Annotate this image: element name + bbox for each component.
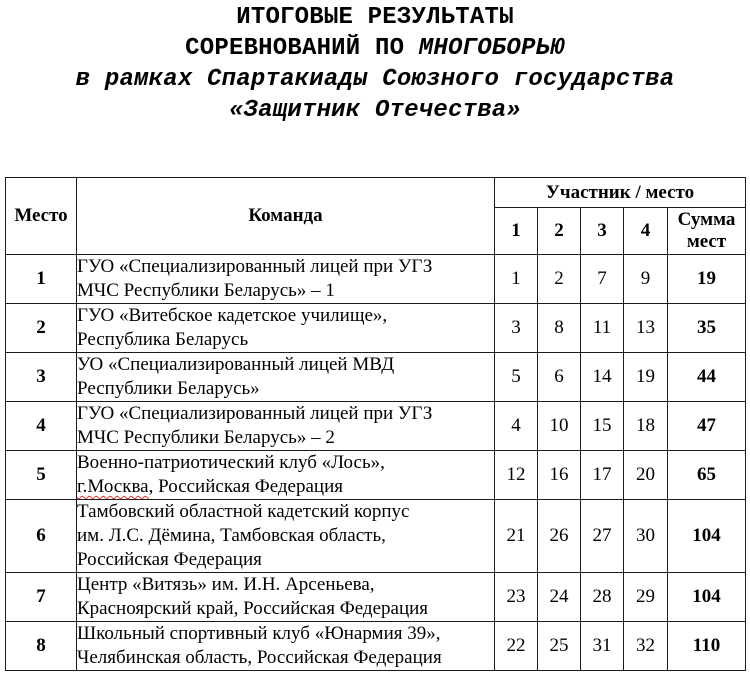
- team-cell: [77, 500, 495, 573]
- place-cell: 8: [6, 622, 77, 671]
- participant-3-cell: 15: [581, 402, 624, 451]
- participant-3-cell: 31: [581, 622, 624, 671]
- results-table: [5, 177, 746, 671]
- participant-1-cell: 5: [495, 353, 538, 402]
- team-line: Центр «Витязь» им. И.Н. Арсеньева,: [77, 574, 375, 595]
- participant-2-cell: 24: [538, 573, 581, 622]
- team-line: МЧС Республики Беларусь» – 1: [77, 280, 335, 301]
- team-cell: [77, 255, 495, 304]
- sum-cell: 35: [668, 304, 746, 353]
- header-participant-4: 4: [624, 208, 668, 255]
- participant-2-cell: 25: [538, 622, 581, 671]
- team-line: Красноярский край, Российская Федерация: [77, 598, 429, 619]
- participant-2-cell: 26: [538, 500, 581, 573]
- title-line-2-italic: МНОГОБОРЬЮ: [418, 35, 565, 62]
- team-cell: [77, 622, 495, 671]
- sum-cell: 104: [668, 573, 746, 622]
- team-line: Республики Беларусь»: [77, 378, 260, 399]
- table-row: [6, 353, 746, 402]
- header-sum-line1: Сумма: [677, 209, 736, 230]
- team-cell: [77, 451, 495, 500]
- header-sum-line2: мест: [686, 231, 727, 252]
- participant-1-cell: 23: [495, 573, 538, 622]
- participant-2-cell: 16: [538, 451, 581, 500]
- team-line: Тамбовский областной кадетский корпус: [77, 501, 410, 522]
- team-line: МЧС Республики Беларусь» – 2: [77, 427, 335, 448]
- place-cell: 3: [6, 353, 77, 402]
- participant-3-cell: 14: [581, 353, 624, 402]
- place-cell: 4: [6, 402, 77, 451]
- participant-2-cell: 6: [538, 353, 581, 402]
- place-cell: 7: [6, 573, 77, 622]
- participant-2-cell: 8: [538, 304, 581, 353]
- participant-4-cell: 13: [624, 304, 668, 353]
- team-line: , Российская Федерация: [148, 476, 343, 497]
- place-cell: 6: [6, 500, 77, 573]
- title-line-1: ИТОГОВЫЕ РЕЗУЛЬТАТЫ: [236, 4, 514, 31]
- participant-3-cell: 27: [581, 500, 624, 573]
- header-participant-2: 2: [538, 208, 581, 255]
- participant-4-cell: 18: [624, 402, 668, 451]
- team-line: Челябинская область, Российская Федерация: [77, 647, 442, 668]
- team-cell: [77, 402, 495, 451]
- title-line-4: «Защитник Отечества»: [228, 97, 522, 124]
- participant-4-cell: 20: [624, 451, 668, 500]
- team-line: Республика Беларусь: [77, 329, 249, 350]
- table-row: [6, 402, 746, 451]
- participant-1-cell: 21: [495, 500, 538, 573]
- place-cell: 1: [6, 255, 77, 304]
- table-row: [6, 304, 746, 353]
- header-participant-3: 3: [581, 208, 624, 255]
- sum-cell: 44: [668, 353, 746, 402]
- team-line: ГУО «Специализированный лицей при УГЗ: [77, 256, 433, 277]
- team-cell: [77, 304, 495, 353]
- header-sum: [668, 208, 746, 255]
- team-line: УО «Специализированный лицей МВД: [77, 354, 395, 375]
- participant-3-cell: 7: [581, 255, 624, 304]
- participant-1-cell: 4: [495, 402, 538, 451]
- participant-3-cell: 17: [581, 451, 624, 500]
- sum-cell: 19: [668, 255, 746, 304]
- team-cell: [77, 353, 495, 402]
- participant-2-cell: 10: [538, 402, 581, 451]
- team-line: ГУО «Специализированный лицей при УГЗ: [77, 403, 433, 424]
- header-participant-group: Участник / место: [495, 178, 746, 208]
- title-line-2-prefix: СОРЕВНОВАНИЙ ПО: [185, 35, 419, 62]
- participant-3-cell: 11: [581, 304, 624, 353]
- participant-1-cell: 12: [495, 451, 538, 500]
- table-row: [6, 451, 746, 500]
- place-cell: 2: [6, 304, 77, 353]
- participant-3-cell: 28: [581, 573, 624, 622]
- header-participant-1: 1: [495, 208, 538, 255]
- participant-1-cell: 1: [495, 255, 538, 304]
- table-row: [6, 255, 746, 304]
- team-line: Школьный спортивный клуб «Юнармия 39»,: [77, 623, 441, 644]
- document-title: [0, 2, 750, 126]
- table-row: [6, 573, 746, 622]
- participant-4-cell: 9: [624, 255, 668, 304]
- participant-1-cell: 22: [495, 622, 538, 671]
- table-row: [6, 622, 746, 671]
- team-cell: [77, 573, 495, 622]
- spellcheck-underlined-word[interactable]: г.Москва: [77, 476, 149, 497]
- team-line: Российская Федерация: [77, 549, 262, 570]
- participant-4-cell: 30: [624, 500, 668, 573]
- participant-4-cell: 29: [624, 573, 668, 622]
- sum-cell: 47: [668, 402, 746, 451]
- sum-cell: 104: [668, 500, 746, 573]
- table-row: [6, 500, 746, 573]
- sum-cell: 65: [668, 451, 746, 500]
- team-line: Военно-патриотический клуб «Лось»,: [77, 452, 385, 473]
- participant-4-cell: 32: [624, 622, 668, 671]
- header-team: Команда: [77, 178, 495, 255]
- team-line: им. Л.С. Дёмина, Тамбовская область,: [77, 525, 386, 546]
- place-cell: 5: [6, 451, 77, 500]
- title-line-3: в рамках Спартакиады Союзного государства: [75, 66, 675, 93]
- sum-cell: 110: [668, 622, 746, 671]
- participant-1-cell: 3: [495, 304, 538, 353]
- title-line-2: [0, 33, 750, 64]
- team-line: ГУО «Витебское кадетское училище»,: [77, 305, 388, 326]
- participant-4-cell: 19: [624, 353, 668, 402]
- header-place: Место: [6, 178, 77, 255]
- participant-2-cell: 2: [538, 255, 581, 304]
